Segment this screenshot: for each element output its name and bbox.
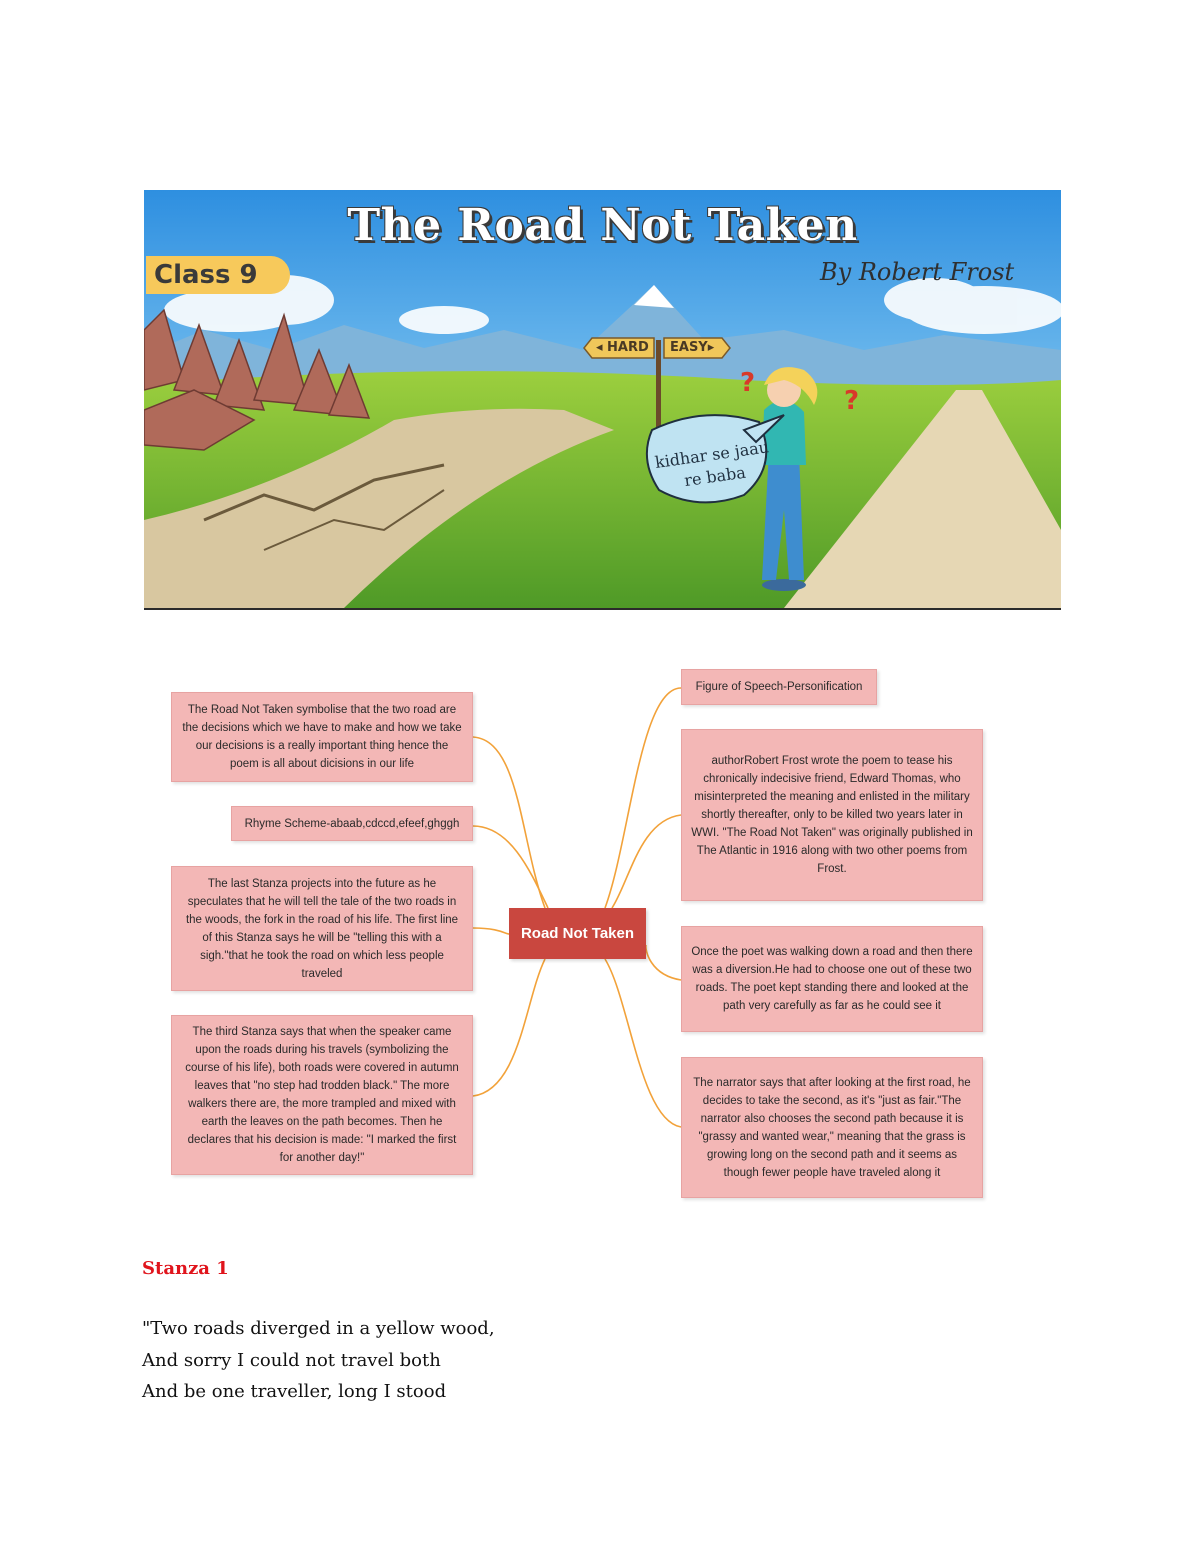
mindmap-node-figure-of-speech <box>681 669 877 705</box>
mindmap-node-last-stanza <box>171 866 473 991</box>
poem-line: "Two roads diverged in a yellow wood, <box>142 1318 495 1339</box>
mindmap-node-third-stanza <box>171 1015 473 1175</box>
node-text: Rhyme Scheme-abaab,cdccd,efeef,ghggh <box>244 817 460 830</box>
question-mark-icon: ? <box>844 386 860 416</box>
mindmap-node-diversion <box>681 926 983 1032</box>
node-text: The narrator says that after looking at the first road, he decides to take the second, as it's "just as fair."The narrator also chooses the second path because it is "grassy and wanted wear," meaning that the grass is growing long on the second path and it seems as though fewer people have traveled along it <box>693 1076 971 1179</box>
mindmap-center-node: Road Not Taken <box>509 908 646 959</box>
sign-easy: EASY▸ <box>670 340 715 355</box>
mindmap-node-symbolism <box>171 692 473 782</box>
mindmap-node-narrator <box>681 1057 983 1198</box>
node-text: authorRobert Frost wrote the poem to tease his chronically indecisive friend, Edward Thomas, who misinterpreted the meaning and enlisted in the military shortly thereafter, only to be killed two years later in WWI. "The Road Not Taken" was originally published in The Atlantic in 1916 along with two other poems from Frost. <box>691 755 973 875</box>
node-text: Once the poet was walking down a road and then there was a diversion.He had to choose one out of these two roads. The poet kept standing there and looked at the path very carefully as far as he could see it <box>691 946 973 1012</box>
mindmap-node-rhyme-scheme <box>231 806 473 841</box>
mindmap-node-author <box>681 729 983 901</box>
node-text: The last Stanza projects into the future as he speculates that he will tell the tale of the two roads in the woods, the fork in the road of his life. The first line of this Stanza says he will be "telling this with a sigh."that he took the road on which less people traveled <box>185 877 459 980</box>
node-text: The third Stanza says that when the speaker came upon the roads during his travels (symbolizing the course of his life), both roads were covered in autumn leaves that "no step had trodden black." The more walkers there are, the more trampled and mixed with earth the leaves on the path becomes. Then he declares that his decision is made: "I marked the first for another day!" <box>185 1026 459 1164</box>
poem-line: And sorry I could not travel both <box>142 1350 441 1371</box>
sign-hard: ◂ HARD <box>596 340 649 355</box>
class-badge: Class 9 <box>146 256 290 294</box>
banner-title: The Road Not Taken <box>347 200 858 251</box>
question-mark-icon: ? <box>740 368 756 398</box>
speech-bubble-text: kidhar se jaau re baba <box>653 437 771 491</box>
stanza-heading: Stanza 1 <box>142 1258 229 1279</box>
author-byline: By Robert Frost <box>820 258 1015 286</box>
node-text: Figure of Speech-Personification <box>695 681 863 693</box>
poem-line: And be one traveller, long I stood <box>142 1381 447 1402</box>
node-text: The Road Not Taken symbolise that the two road are the decisions which we have to make and how we take our decisions is a really important thing hence the poem is all about dicisions in our life <box>182 704 462 770</box>
